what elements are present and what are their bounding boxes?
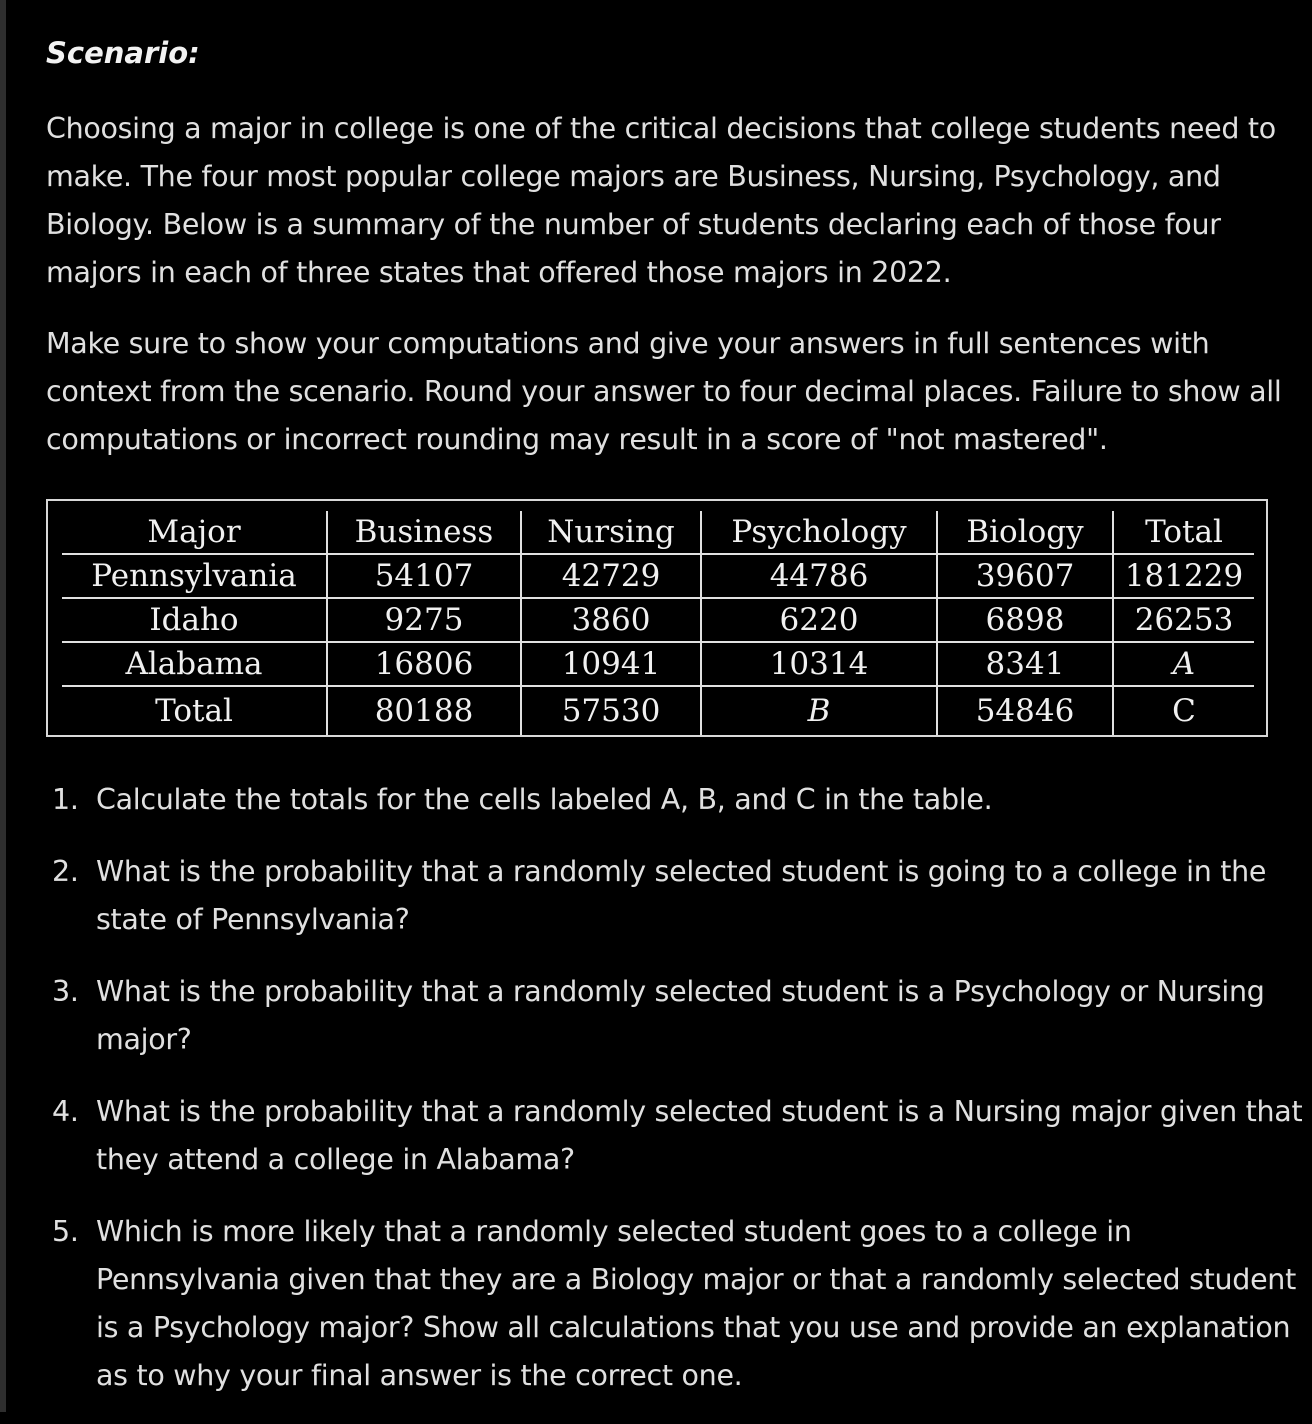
question-number: 1. — [52, 783, 79, 816]
table-cell-placeholder-c: C — [1172, 693, 1196, 729]
table-cell: 10941 — [521, 642, 701, 686]
table-cell: 6898 — [937, 598, 1113, 642]
table-cell: Total — [62, 686, 327, 735]
table-cell: 9275 — [327, 598, 521, 642]
majors-table — [62, 511, 1254, 735]
question-text: Calculate the totals for the cells labeled A, B, and C in the table. — [96, 783, 993, 816]
question-text: What is the probability that a randomly selected student is going to a college in the state of Pennsylvania? — [96, 855, 1267, 936]
table-cell: 42729 — [521, 554, 701, 598]
question-number: 2. — [52, 855, 79, 888]
list-item — [46, 968, 1312, 1064]
table-cell: 39607 — [937, 554, 1113, 598]
table-cell-placeholder-a: A — [1113, 642, 1254, 686]
data-table-frame — [46, 499, 1268, 737]
table-cell: 6220 — [701, 598, 937, 642]
table-cell: 181229 — [1113, 554, 1254, 598]
table-header-cell: Biology — [937, 511, 1113, 554]
table-header-cell: Psychology — [701, 511, 937, 554]
table-header-cell: Total — [1113, 511, 1254, 554]
table-cell: 57530 — [521, 686, 701, 735]
table-cell: 16806 — [327, 642, 521, 686]
question-text: Which is more likely that a randomly selected student goes to a college in Pennsylvania given that they are a Biology major or that a randomly selected student is a Psychology major? Show all calculations that you use and provide an explanation as to why your final answer is the correct one. — [96, 1215, 1296, 1392]
table-cell: Idaho — [62, 598, 327, 642]
table-header-cell: Nursing — [521, 511, 701, 554]
scenario-paragraph: Choosing a major in college is one of the critical decisions that college students need to make. The four most popular college majors are Business, Nursing, Psychology, and Biology. Below is a summary of the number of students declaring each of those four majors in each of three states that offered those majors in 2022. — [46, 112, 1276, 289]
list-item — [46, 848, 1312, 944]
table-cell: 3860 — [521, 598, 701, 642]
question-text: What is the probability that a randomly selected student is a Psychology or Nursing major? — [96, 975, 1265, 1056]
table-header-cell: Major — [62, 511, 327, 554]
table-cell: 8341 — [937, 642, 1113, 686]
question-number: 5. — [52, 1215, 79, 1248]
question-number: 3. — [52, 975, 79, 1008]
table-cell: 80188 — [327, 686, 521, 735]
instructions-paragraph: Make sure to show your computations and give your answers in full sentences with context from the scenario. Round your answer to four decimal places. Failure to show all computations or incorrect rounding may result in a score of "not mastered". — [46, 327, 1282, 456]
table-cell: 54846 — [937, 686, 1113, 735]
list-item — [46, 1208, 1312, 1400]
question-text: What is the probability that a randomly selected student is a Nursing major given that they attend a college in Alabama? — [96, 1095, 1303, 1176]
table-cell: 54107 — [327, 554, 521, 598]
scenario-heading: Scenario: — [46, 36, 200, 70]
table-row — [62, 598, 1254, 642]
table-cell: 44786 — [701, 554, 937, 598]
table-cell: 26253 — [1113, 598, 1254, 642]
table-cell: Pennsylvania — [62, 554, 327, 598]
table-cell: 10314 — [701, 642, 937, 686]
list-item — [46, 776, 1312, 824]
table-row — [62, 686, 1254, 735]
table-row — [62, 642, 1254, 686]
table-row — [62, 554, 1254, 598]
table-header-cell: Business — [327, 511, 521, 554]
table-cell-placeholder-b: B — [701, 686, 937, 735]
table-cell: Alabama — [62, 642, 327, 686]
question-list — [46, 776, 1312, 1424]
list-item — [46, 1088, 1312, 1184]
left-border — [0, 0, 6, 1412]
table-header-row — [62, 511, 1254, 554]
question-number: 4. — [52, 1095, 79, 1128]
